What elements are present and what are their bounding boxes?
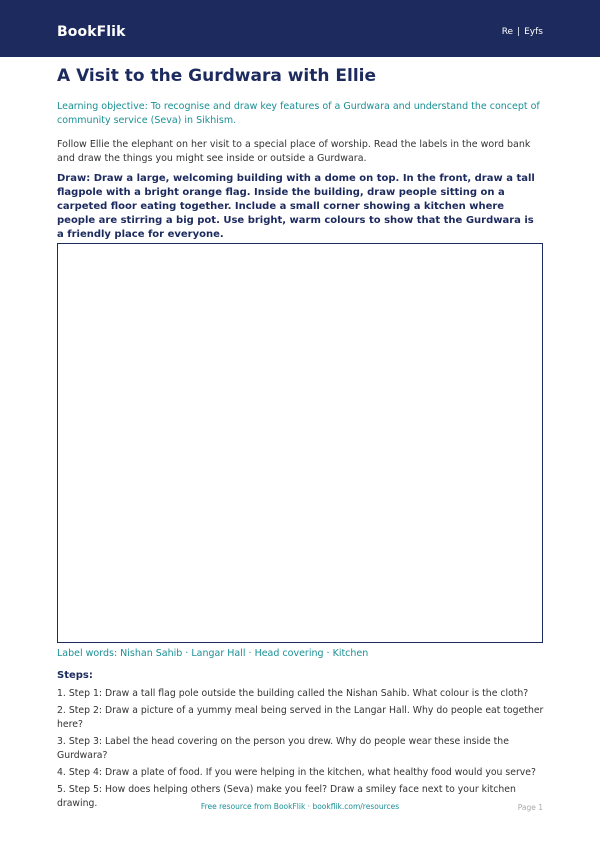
label-words: Label words: Nishan Sahib · Langar Hall · Head covering · Kitchen <box>57 648 369 659</box>
header-bar <box>0 0 600 57</box>
page-title: A Visit to the Gurdwara with Ellie <box>57 66 377 86</box>
step-item: 5. Step 5: How does helping others (Seva) make you feel? Draw a smiley face next to your kitchen drawing. <box>57 784 516 809</box>
step-item: 1. Step 1: Draw a tall flag pole outside the building called the Nishan Sahib. What colour is the cloth? <box>57 688 529 699</box>
brand-logo: BookFlik <box>57 24 126 40</box>
steps-list <box>57 687 547 814</box>
header-meta <box>502 27 543 37</box>
step-item: 4. Step 4: Draw a plate of food. If you were helping in the kitchen, what healthy food would you serve? <box>57 767 536 778</box>
page-number: Page 1 <box>517 803 543 812</box>
header-separator: | <box>517 27 521 37</box>
intro-text: Follow Ellie the elephant on her visit to a special place of worship. Read the labels in the word bank and draw the things you might see inside or outside a Gurdwara. <box>57 139 531 164</box>
draw-instructions: Draw: Draw a large, welcoming building with a dome on top. In the front, draw a tall flagpole with a bright orange flag. Inside the building, draw people sitting on a carpeted floor eating together. Include a small corner showing a kitchen where people are stirring a big pot. Use bright, warm colours to show that the Gurdwara is a friendly place for everyone. <box>57 173 535 240</box>
steps-title: Steps: <box>57 670 93 681</box>
step-item: 2. Step 2: Draw a picture of a yummy meal being served in the Langar Hall. Why do people eat together here? <box>57 705 544 730</box>
level-label: Eyfs <box>524 27 543 37</box>
subject-label: Re <box>501 27 514 37</box>
footer-text: Free resource from BookFlik · bookflik.com/resources <box>200 802 400 811</box>
step-item: 3. Step 3: Label the head covering on the person you drew. Why do people wear these inside the Gurdwara? <box>57 736 509 761</box>
learning-objective: Learning objective: To recognise and draw key features of a Gurdwara and understand the concept of community service (Seva) in Sikhism. <box>57 101 540 126</box>
drawing-area[interactable] <box>57 243 543 643</box>
